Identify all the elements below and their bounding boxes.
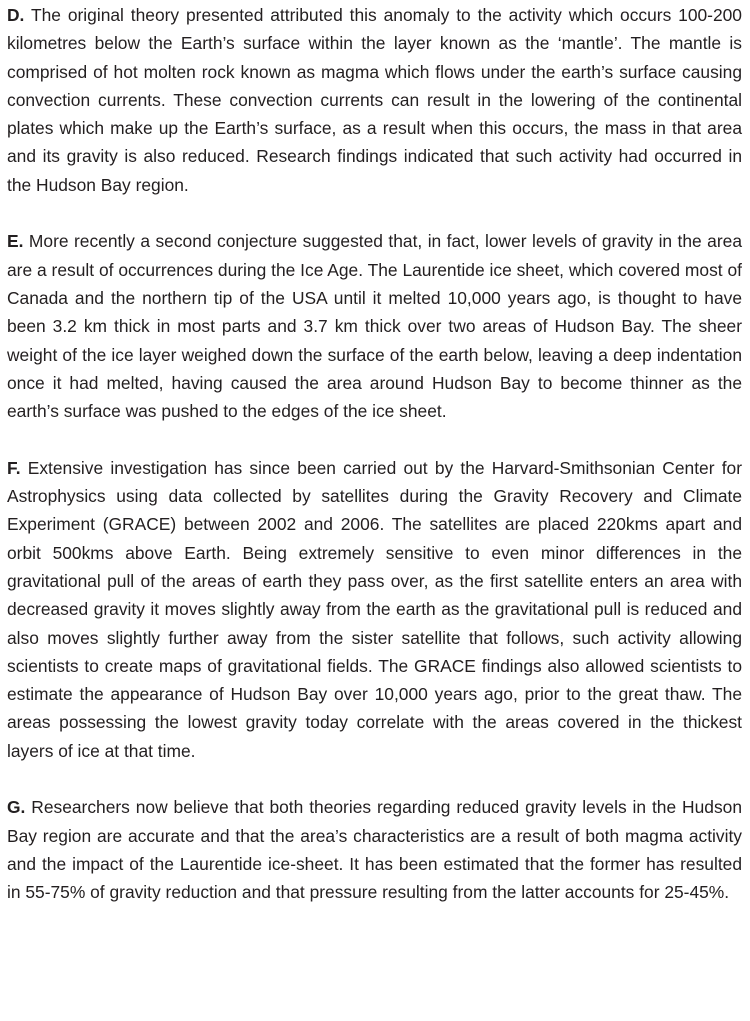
paragraph-letter: F. bbox=[7, 457, 21, 478]
paragraph-text: More recently a second conjecture suggested that, in fact, lower levels of gravity in the area are a result of occurrences during the Ice Age. The Laurentide ice sheet, which covered most of Canada and the northern tip of the USA until it melted 10,000 years ago, is thought to have been 3.2 km thick in most parts and 3.7 km thick over two areas of Hudson Bay. The sheer weight of the ice layer weighed down the surface of the earth below, leaving a deep indentation once it had melted, having caused the area around Hudson Bay to become thinner as the earth’s surface was pushed to the edges of the ice sheet. bbox=[7, 231, 742, 422]
paragraph-f bbox=[7, 454, 742, 765]
paragraph-d bbox=[7, 1, 742, 199]
paragraph-letter: G. bbox=[7, 797, 26, 818]
paragraph-e bbox=[7, 227, 742, 425]
paragraph-text: Researchers now believe that both theories regarding reduced gravity levels in the Hudson Bay region are accurate and that the area’s characteristics are a result of both magma activity and the impact of the Laurentide ice-sheet. It has been estimated that the former has resulted in 55-75% of gravity reduction and that pressure resulting from the latter accounts for 25-45%. bbox=[7, 797, 742, 903]
paragraph-g bbox=[7, 793, 742, 906]
paragraph-letter: E. bbox=[7, 231, 24, 252]
reading-passage bbox=[7, 1, 742, 907]
paragraph-text: Extensive investigation has since been carried out by the Harvard-Smithsonian Center for Astrophysics using data collected by satellites during the Gravity Recovery and Climate Experiment (GRACE) between 2002 and 2006. The satellites are placed 220kms apart and orbit 500kms above Earth. Being extremely sensitive to even minor differences in the gravitational pull of the areas of earth they pass over, as the first satellite enters an area with decreased gravity it moves slightly away from the earth as the gravitational pull is reduced and also moves slightly further away from the sister satellite that follows, such activity allowing scientists to create maps of gravitational fields. The GRACE findings also allowed scientists to estimate the appearance of Hudson Bay over 10,000 years ago, prior to the great thaw. The areas possessing the lowest gravity today correlate with the areas covered in the thickest layers of ice at that time. bbox=[7, 457, 742, 761]
paragraph-letter: D. bbox=[7, 5, 25, 25]
paragraph-text: The original theory presented attributed this anomaly to the activity which occurs 100-200 kilometres below the Earth’s surface within the layer known as the ‘mantle’. The mantle is comprised of hot molten rock known as magma which flows under the earth’s surface causing convection currents. These convection currents can result in the lowering of the continental plates which make up the Earth’s surface, as a result when this occurs, the mass in that area and its gravity is also reduced. Research findings indicated that such activity had occurred in the Hudson Bay region. bbox=[7, 5, 742, 195]
